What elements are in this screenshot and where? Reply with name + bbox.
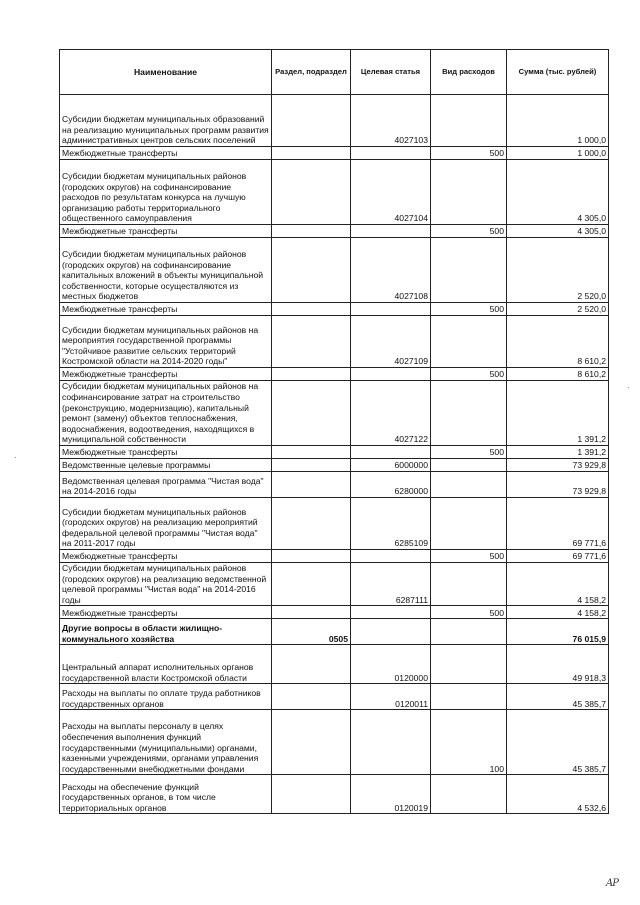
row-expense [431, 238, 507, 303]
row-section [272, 225, 351, 238]
row-section [272, 498, 351, 550]
row-sum: 4 305,0 [507, 225, 609, 238]
header-expense: Вид расходов [431, 50, 507, 95]
row-section [272, 368, 351, 381]
row-sum: 4 158,2 [507, 606, 609, 619]
row-expense [431, 316, 507, 368]
row-name: Межбюджетные трансферты [60, 446, 272, 459]
row-article: 4027122 [351, 381, 431, 446]
scan-dot: . [14, 450, 17, 460]
table-row [60, 459, 609, 472]
table-row [60, 563, 609, 606]
row-sum: 1 391,2 [507, 446, 609, 459]
row-sum: 73 929,8 [507, 459, 609, 472]
table-row [60, 303, 609, 316]
table-row [60, 498, 609, 550]
table-row [60, 472, 609, 498]
table-row [60, 645, 609, 684]
row-name: Центральный аппарат исполнительных органов государственной власти Костромской области [60, 645, 272, 684]
scan-dot: . [627, 380, 630, 390]
row-expense [431, 684, 507, 710]
table-row [60, 606, 609, 619]
row-section [272, 316, 351, 368]
row-section [272, 710, 351, 775]
row-sum: 1 000,0 [507, 95, 609, 147]
table-row [60, 775, 609, 814]
row-expense [431, 472, 507, 498]
row-name: Ведомственные целевые программы [60, 459, 272, 472]
row-article [351, 550, 431, 563]
table-row [60, 147, 609, 160]
row-expense: 500 [431, 368, 507, 381]
row-article: 4027109 [351, 316, 431, 368]
row-section: 0505 [272, 619, 351, 645]
row-name: Субсидии бюджетам муниципальных районов на мероприятия государственной программы "Устойчивое развитие сельских территорий Костромской области на 2014-2020 годы" [60, 316, 272, 368]
row-name: Межбюджетные трансферты [60, 303, 272, 316]
row-name: Расходы на выплаты по оплате труда работников государственных органов [60, 684, 272, 710]
row-sum: 1 391,2 [507, 381, 609, 446]
row-expense [431, 95, 507, 147]
header-name: Наименование [60, 50, 272, 95]
row-article: 0120000 [351, 645, 431, 684]
row-section [272, 684, 351, 710]
row-expense [431, 160, 507, 225]
row-name: Расходы на обеспечение функций государственных органов, в том числе территориальных органов [60, 775, 272, 814]
row-name: Межбюджетные трансферты [60, 225, 272, 238]
row-name: Межбюджетные трансферты [60, 606, 272, 619]
handwritten-signature: АР [605, 878, 618, 889]
table-header-row [60, 50, 609, 95]
row-name: Субсидии бюджетам муниципальных районов (городских округов) на реализацию мероприятий федеральной целевой программы "Чистая вода" на 2011-2017 годы [60, 498, 272, 550]
row-expense: 500 [431, 225, 507, 238]
row-sum: 4 158,2 [507, 563, 609, 606]
row-expense: 500 [431, 606, 507, 619]
row-name: Межбюджетные трансферты [60, 147, 272, 160]
row-name: Субсидии бюджетам муниципальных районов (городских округов) на софинансирование расходов по результатам конкурса на лучшую организацию работы территориального общественного самоуправления [60, 160, 272, 225]
table-row [60, 368, 609, 381]
row-sum: 2 520,0 [507, 238, 609, 303]
row-sum: 73 929,8 [507, 472, 609, 498]
row-sum: 1 000,0 [507, 147, 609, 160]
row-name: Субсидии бюджетам муниципальных образований на реализацию муниципальных программ развития административных центров сельских поселений [60, 95, 272, 147]
row-section [272, 645, 351, 684]
row-expense: 500 [431, 550, 507, 563]
row-expense: 500 [431, 147, 507, 160]
row-section [272, 472, 351, 498]
row-name: Межбюджетные трансферты [60, 368, 272, 381]
row-expense [431, 459, 507, 472]
row-article: 4027104 [351, 160, 431, 225]
row-section [272, 147, 351, 160]
row-article [351, 368, 431, 381]
row-article [351, 710, 431, 775]
row-article: 0120011 [351, 684, 431, 710]
row-section [272, 95, 351, 147]
table-row [60, 381, 609, 446]
row-name: Расходы на выплаты персоналу в целях обеспечения выполнения функций государственными (муниципальными) органами, казенными учреждениями, органами управления государственными внебюджетными фондами [60, 710, 272, 775]
table-row [60, 238, 609, 303]
row-expense [431, 619, 507, 645]
row-expense [431, 775, 507, 814]
row-sum: 8 610,2 [507, 316, 609, 368]
row-name: Субсидии бюджетам муниципальных районов на софинансирование затрат на строительство (реконструкцию, модернизацию), капитальный ремонт (замену) объектов теплоснабжения, водоснабжения, водоотведения, находящихся в муниципальной собственности [60, 381, 272, 446]
row-article: 6287111 [351, 563, 431, 606]
row-article [351, 147, 431, 160]
row-section [272, 160, 351, 225]
header-section: Раздел, подраздел [272, 50, 351, 95]
row-article: 6285109 [351, 498, 431, 550]
table-row [60, 225, 609, 238]
row-article [351, 225, 431, 238]
table-row [60, 95, 609, 147]
row-section [272, 606, 351, 619]
row-name: Субсидии бюджетам муниципальных районов (городских округов) на реализацию ведомственной целевой программы "Чистая вода" на 2014-2016 годы [60, 563, 272, 606]
row-article: 6280000 [351, 472, 431, 498]
header-article: Целевая статья [351, 50, 431, 95]
row-section [272, 303, 351, 316]
table-row [60, 710, 609, 775]
row-name: Субсидии бюджетам муниципальных районов (городских округов) на софинансирование капитальных вложений в объекты муниципальной собственности, которые осуществляются из местных бюджетов [60, 238, 272, 303]
table-row [60, 684, 609, 710]
row-name: Ведомственная целевая программа "Чистая вода" на 2014-2016 годы [60, 472, 272, 498]
row-expense: 500 [431, 446, 507, 459]
row-sum: 69 771,6 [507, 550, 609, 563]
row-expense [431, 498, 507, 550]
row-sum: 49 918,3 [507, 645, 609, 684]
row-article [351, 619, 431, 645]
row-sum: 45 385,7 [507, 710, 609, 775]
row-expense [431, 381, 507, 446]
table-row [60, 619, 609, 645]
row-sum: 4 532,6 [507, 775, 609, 814]
row-sum: 2 520,0 [507, 303, 609, 316]
table-row [60, 160, 609, 225]
row-expense: 500 [431, 303, 507, 316]
row-article: 4027103 [351, 95, 431, 147]
header-sum: Сумма (тыс. рублей) [507, 50, 609, 95]
row-article [351, 303, 431, 316]
row-section [272, 459, 351, 472]
row-expense [431, 645, 507, 684]
row-section [272, 446, 351, 459]
row-sum: 76 015,9 [507, 619, 609, 645]
row-name: Межбюджетные трансферты [60, 550, 272, 563]
row-section [272, 238, 351, 303]
row-expense [431, 563, 507, 606]
budget-table [59, 49, 609, 814]
row-sum: 8 610,2 [507, 368, 609, 381]
row-section [272, 381, 351, 446]
row-article: 6000000 [351, 459, 431, 472]
row-article: 0120019 [351, 775, 431, 814]
table-row [60, 316, 609, 368]
row-sum: 4 305,0 [507, 160, 609, 225]
row-section [272, 775, 351, 814]
row-sum: 69 771,6 [507, 498, 609, 550]
row-section [272, 563, 351, 606]
table-row [60, 446, 609, 459]
row-expense: 100 [431, 710, 507, 775]
row-article [351, 446, 431, 459]
row-name: Другие вопросы в области жилищно-коммунального хозяйства [60, 619, 272, 645]
row-sum: 45 385,7 [507, 684, 609, 710]
row-section [272, 550, 351, 563]
row-article: 4027108 [351, 238, 431, 303]
table-row [60, 550, 609, 563]
row-article [351, 606, 431, 619]
